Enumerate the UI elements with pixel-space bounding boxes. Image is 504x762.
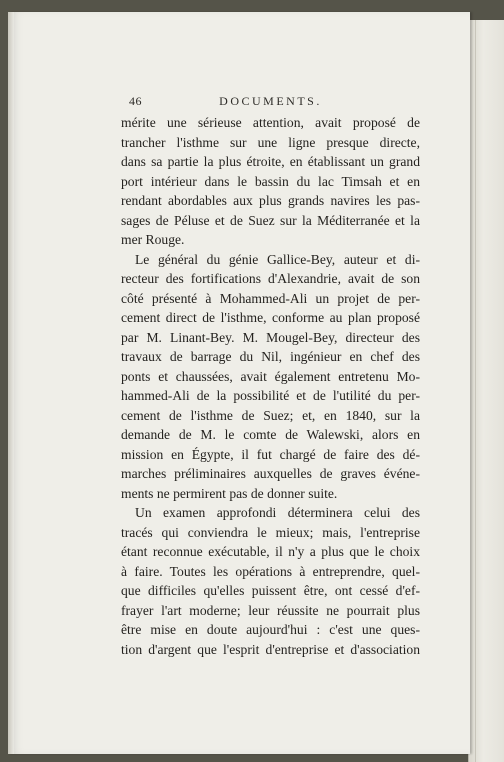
text-line: frayer l'art moderne; leur réussite ne pourrait plus [121,602,420,618]
text-line: trancher l'isthme sur une ligne presque directe, [121,134,420,150]
text-line: mer Rouge. [121,232,185,247]
running-head: DOCUMENTS. [219,94,322,108]
text-line: tracés qui conviendra le mieux; mais, l'entreprise [121,524,420,540]
text-line: par M. Linant-Bey. M. Mougel-Bey, directeur des [121,329,420,345]
text-line: que difficiles qu'elles puissent être, ont cessé d'ef- [121,583,420,598]
text-line: recteur des fortifications d'Alexandrie, avait de son [121,271,420,286]
text-line: Un examen approfondi déterminera celui des [135,505,420,520]
text-line: hammed-Ali de la possibilité et de l'utilité du per- [121,388,420,403]
text-line: cement de l'isthme de Suez; et, en 1840, sur la [121,407,420,423]
page-header [121,94,420,112]
text-line: ments ne permirent pas de donner suite. [121,485,338,501]
text-line: ponts et chaussées, avait également entretenu Mo- [121,368,420,384]
page-number: 46 [129,94,142,108]
text-line: côté présenté à Mohammed-Ali un projet de per- [121,290,420,306]
text-line: rendant abordables aux plus grands navires les pas- [121,193,420,208]
text-line: Le général du génie Gallice-Bey, auteur et di- [135,251,420,267]
text-line: cement direct de l'isthme, conforme au plan proposé [121,310,420,325]
page-gutter [8,12,14,754]
text-line: mérite une sérieuse attention, avait proposé de [121,115,420,130]
text-line: dans sa partie la plus étroite, en établissant un grand [121,154,420,169]
text-line: mission en Égypte, il fut chargé de faire des dé- [121,446,420,462]
text-line: port intérieur dans le bassin du lac Timsah et en [121,173,420,189]
page-stack-edge [468,20,504,762]
text-line: être mise en doute aujourd'hui : c'est une ques- [121,622,420,637]
body-text [121,113,420,659]
text-line: à faire. Toutes les opérations à entreprendre, quel- [121,563,420,579]
text-line: tion d'argent que l'esprit d'entreprise et d'association [121,641,420,657]
text-line: sages de Péluse et de Suez sur la Méditerranée et la [121,212,420,228]
text-line: travaux de barrage du Nil, ingénieur en chef des [121,349,420,364]
text-line: marches préliminaires auxquelles de graves événe- [121,466,420,481]
text-line: étant reconnue exécutable, il n'y a plus que le choix [121,544,420,559]
text-line: demande de M. le comte de Walewski, alors en [121,427,420,442]
